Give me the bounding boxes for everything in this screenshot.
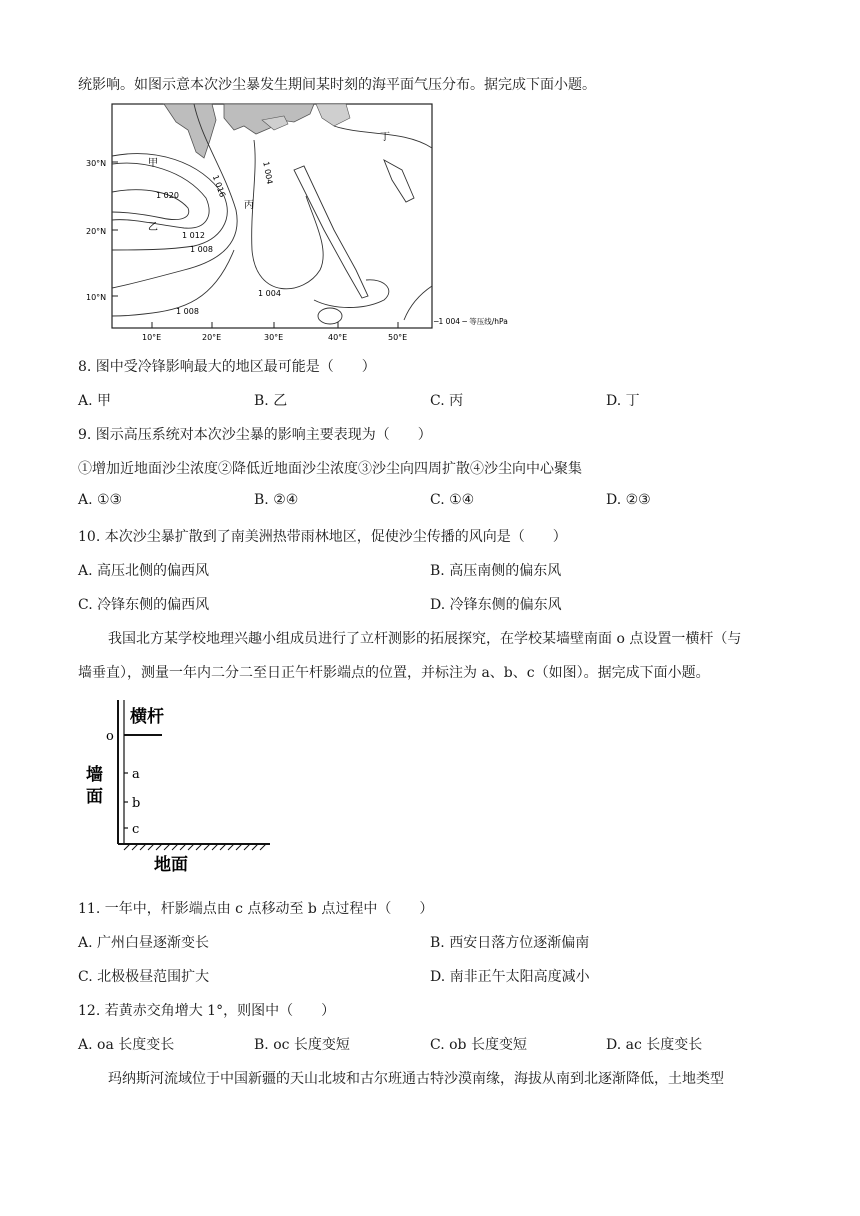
q11-stem: 11. 一年中，杆影端点由 c 点移动至 b 点过程中（ ） <box>78 901 434 917</box>
point-a-label: a <box>132 767 140 782</box>
isobar-label: 1 016 <box>210 173 228 199</box>
q11-option-b: B. 西安日落方位逐渐偏南 <box>430 935 590 951</box>
isobar-label: 1 012 <box>182 231 205 240</box>
lon-label-10e: 10°E <box>142 333 162 342</box>
q9-stem: 9. 图示高压系统对本次沙尘暴的影响主要表现为（ ） <box>78 427 432 443</box>
sea-level-pressure-map <box>84 100 544 342</box>
q8-option-d: D. 丁 <box>606 393 640 409</box>
q12-stem: 12. 若黄赤交角增大 1°，则图中（ ） <box>78 1003 336 1019</box>
q8-option-b: B. 乙 <box>254 393 288 409</box>
ground-label: 地面 <box>154 855 188 875</box>
q9-option-a: A. ①③ <box>78 492 123 508</box>
point-o-label: o <box>106 729 114 744</box>
q8-stem: 8. 图中受冷锋影响最大的地区最可能是（ ） <box>78 359 376 375</box>
q12-option-b: B. oc 长度变短 <box>254 1037 350 1053</box>
lat-label-20n: 20°N <box>86 227 107 236</box>
q9-option-d: D. ②③ <box>606 492 651 508</box>
region-label-bing: 丙 <box>244 200 254 211</box>
q10-option-c: C. 冷锋东侧的偏西风 <box>78 597 210 613</box>
q9-option-b: B. ②④ <box>254 492 299 508</box>
q10-stem: 10. 本次沙尘暴扩散到了南美洲热带雨林地区，促使沙尘传播的风向是（ ） <box>78 529 567 545</box>
passage3-line: 玛纳斯河流域位于中国新疆的天山北坡和古尔班通古特沙漠南缘，海拔从南到北逐渐降低，土地类型 <box>108 1071 724 1087</box>
q10-option-b: B. 高压南侧的偏东风 <box>430 563 562 579</box>
region-label-yi: 乙 <box>148 222 158 233</box>
q12-option-c: C. ob 长度变短 <box>430 1037 527 1053</box>
q9-statements: ①增加近地面沙尘浓度②降低近地面沙尘浓度③沙尘向四周扩散④沙尘向中心聚集 <box>78 461 582 477</box>
passage2-line1: 我国北方某学校地理兴趣小组成员进行了立杆测影的拓展探究，在学校某墙壁南面 o 点设置一横杆（与 <box>108 631 742 647</box>
lon-label-50e: 50°E <box>388 333 408 342</box>
wall-label-2: 面 <box>86 787 103 807</box>
q8-option-c: C. 丙 <box>430 393 464 409</box>
map-legend: ─1 004 ─ 等压线/hPa <box>434 317 508 326</box>
q12-option-d: D. ac 长度变长 <box>606 1037 703 1053</box>
q12-option-a: A. oa 长度变长 <box>78 1037 175 1053</box>
q8-option-a: A. 甲 <box>78 393 112 409</box>
q10-option-d: D. 冷锋东侧的偏东风 <box>430 597 562 613</box>
q10-option-a: A. 高压北侧的偏西风 <box>78 563 210 579</box>
isobar-label: 1 008 <box>190 245 213 254</box>
lon-label-30e: 30°E <box>264 333 284 342</box>
isobar-label: 1 004 <box>258 289 281 298</box>
q9-option-c: C. ①④ <box>430 492 475 508</box>
q11-option-d: D. 南非正午太阳高度减小 <box>430 969 590 985</box>
lat-label-10n: 10°N <box>86 293 107 302</box>
isobar-label: 1 020 <box>156 191 179 200</box>
lon-label-20e: 20°E <box>202 333 222 342</box>
lat-label-30n: 30°N <box>86 159 107 168</box>
lon-label-40e: 40°E <box>328 333 348 342</box>
wall-label-1: 墙 <box>86 765 103 785</box>
point-b-label: b <box>132 796 141 811</box>
intro-text: 统影响。如图示意本次沙尘暴发生期间某时刻的海平面气压分布。据完成下面小题。 <box>78 77 596 93</box>
region-label-jia: 甲 <box>148 158 158 169</box>
isobar-label: 1 004 <box>261 160 275 185</box>
q11-option-a: A. 广州白昼逐渐变长 <box>78 935 210 951</box>
region-label-ding: 丁 <box>380 132 390 143</box>
pole-shadow-diagram <box>80 700 290 880</box>
passage2-line2: 墙垂直），测量一年内二分二至日正午杆影端点的位置，并标注为 a、b、c（如图）。据完成下面小题。 <box>78 665 710 681</box>
q11-option-c: C. 北极极昼范围扩大 <box>78 969 210 985</box>
isobar-label: 1 008 <box>176 307 199 316</box>
point-c-label: c <box>132 822 140 837</box>
bar-label: 横杆 <box>130 707 164 727</box>
